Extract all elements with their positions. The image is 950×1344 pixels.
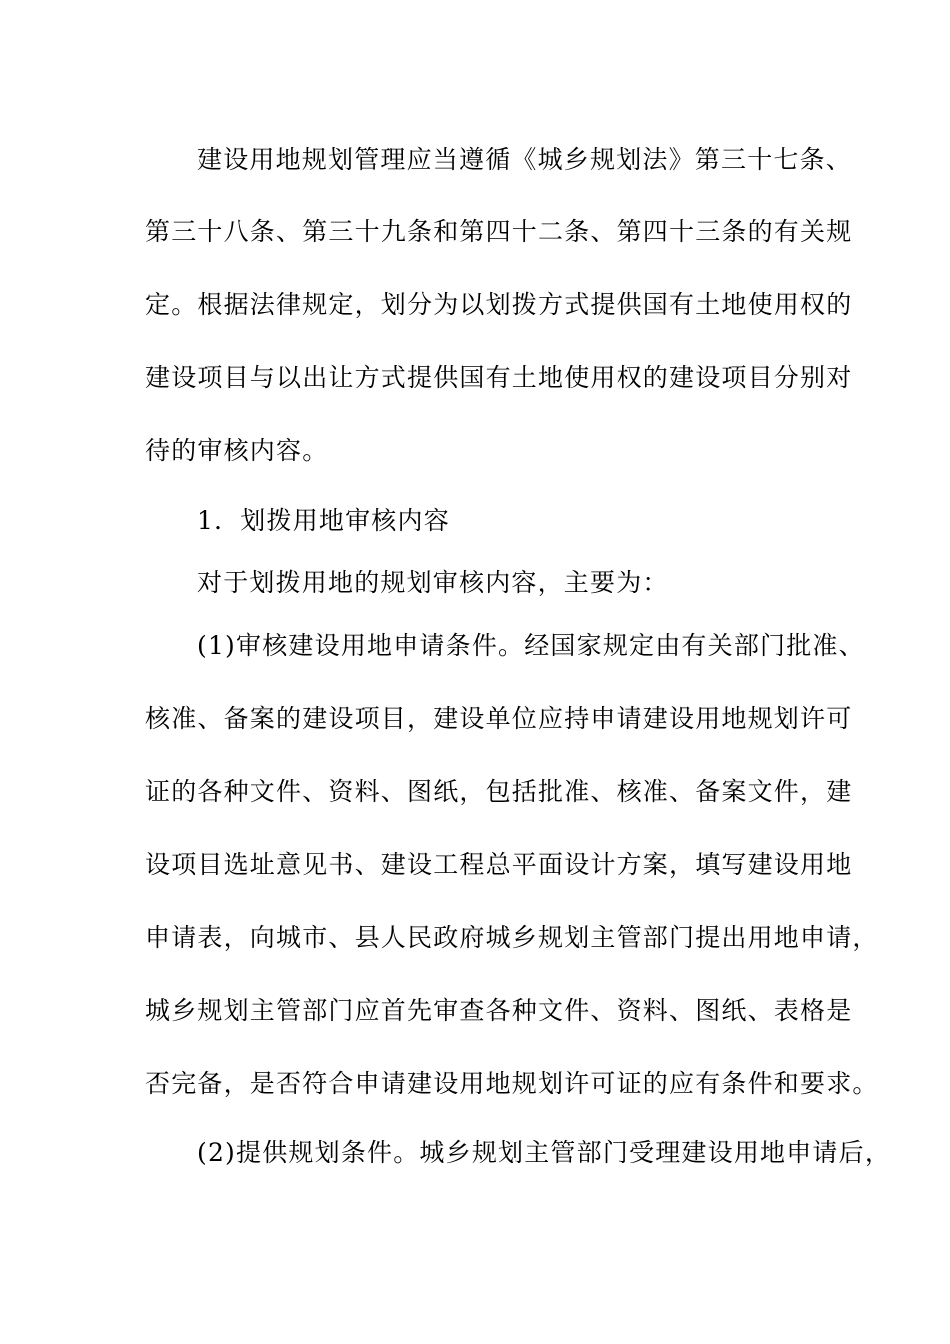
section-heading: 1．划拨用地审核内容: [197, 506, 450, 535]
text-line-11: 设项目选址意见书、建设工程总平面设计方案，填写建设用地: [145, 850, 853, 879]
text-line-9: 核准、备案的建设项目，建设单位应持申请建设用地规划许可: [145, 704, 853, 733]
text-line-2: 第三十八条、第三十九条和第四十二条、第四十三条的有关规: [145, 217, 853, 246]
text-line-4: 建设项目与以出让方式提供国有土地使用权的建设项目分别对: [145, 363, 853, 392]
text-line-10: 证的各种文件、资料、图纸，包括批准、核准、备案文件，建: [145, 777, 853, 806]
text-line-13: 城乡规划主管部门应首先审查各种文件、资料、图纸、表格是: [145, 996, 853, 1025]
text-line-7: 对于划拨用地的规划审核内容，主要为：: [197, 568, 669, 597]
text-line-3: 定。根据法律规定，划分为以划拨方式提供国有土地使用权的: [145, 290, 853, 319]
text-line-12: 申请表，向城市、县人民政府城乡规划主管部门提出用地申请，: [145, 923, 879, 952]
text-line-14: 否完备，是否符合申请建设用地规划许可证的应有条件和要求。: [145, 1069, 879, 1098]
text-line-8: (1)审核建设用地申请条件。经国家规定由有关部门批准、: [197, 631, 865, 660]
text-line-15: (2)提供规划条件。城乡规划主管部门受理建设用地申请后，: [197, 1138, 892, 1167]
text-line-1: 建设用地规划管理应当遵循《城乡规划法》第三十七条、: [197, 145, 853, 174]
text-line-5: 待的审核内容。: [145, 436, 329, 465]
